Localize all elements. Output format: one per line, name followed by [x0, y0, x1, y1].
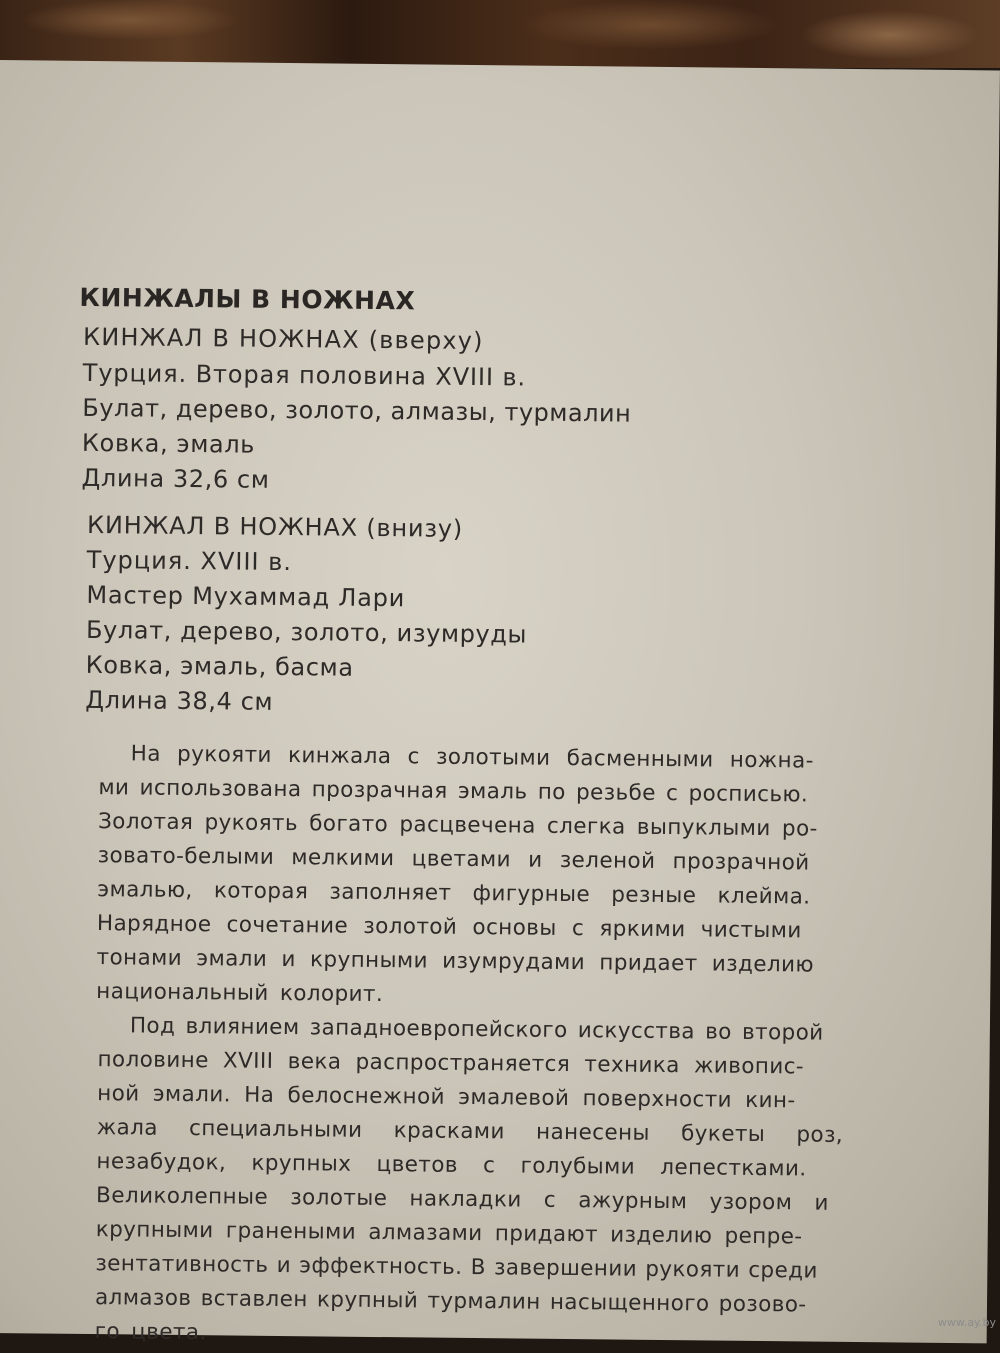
item1-materials: Булат, дерево, золото, алмазы, турмалин — [82, 393, 632, 428]
paragraph2-line: ной эмали. На белоснежной эмалевой поверхности кин- — [97, 1081, 796, 1114]
item1-technique: Ковка, эмаль — [81, 428, 256, 459]
item1-title: КИНЖАЛ В НОЖНАХ (вверху) — [82, 322, 484, 356]
paragraph1-line: национальный колорит. — [96, 979, 384, 1008]
item2-length: Длина 38,4 см — [85, 685, 274, 716]
paragraph2-line: жала специальными красками нанесены букеты роз, — [96, 1115, 844, 1148]
paragraph1-line: Нарядное сочетание золотой основы с яркими чистыми — [96, 911, 802, 944]
item1-length: Длина 32,6 см — [81, 463, 270, 494]
paragraph1-line: эмалью, которая заполняет фигурные резные клейма. — [97, 877, 811, 910]
site-watermark: www.ay.by — [937, 1316, 996, 1329]
paragraph1-line: На рукояти кинжала с золотыми басменными ножна- — [130, 741, 814, 774]
postcard-text-card — [0, 60, 1000, 1346]
paragraph2-line: Великолепные золотые накладки с ажурным узором и — [95, 1183, 830, 1216]
paragraph2-line: незабудок, крупных цветов с голубыми лепестками. — [96, 1149, 807, 1182]
photo-detail — [800, 10, 980, 60]
card-heading: КИНЖАЛЫ В НОЖНАХ — [79, 282, 416, 316]
paragraph1-line: Золотая рукоять богато расцвечена слегка выпуклыми ро- — [97, 809, 818, 842]
paragraph1-line: ми использована прозрачная эмаль по резьбе с росписью. — [98, 775, 809, 808]
item2-materials: Булат, дерево, золото, изумруды — [85, 615, 528, 649]
paragraph2-line: алмазов вставлен крупный турмалин насыщенного розово- — [94, 1285, 807, 1318]
paragraph1-line: тонами эмали и крупными изумрудами придает изделию — [96, 945, 815, 978]
paragraph2-line: зентативность и эффектность. В завершении рукояти среди — [95, 1251, 818, 1284]
item1-origin: Турция. Вторая половина XVIII в. — [82, 358, 527, 392]
photo-detail — [520, 0, 780, 50]
item2-origin: Турция. XVIII в. — [86, 545, 293, 577]
paragraph1-line: зовато-белыми мелкими цветами и зеленой прозрачной — [97, 843, 810, 876]
paragraph2-line: половине XVIII века распространяется техника живопис- — [97, 1047, 805, 1080]
photo-detail — [20, 0, 240, 40]
item2-technique: Ковка, эмаль, басма — [85, 650, 354, 682]
top-photo-strip — [0, 0, 1000, 68]
paragraph2-line: го цвета. — [94, 1319, 207, 1346]
paragraph2-line: крупными гранеными алмазами придают изделию репре- — [95, 1217, 803, 1250]
item2-title: КИНЖАЛ В НОЖНАХ (внизу) — [86, 510, 464, 543]
paragraph2-line: Под влиянием западноевропейского искусства во второй — [129, 1013, 824, 1046]
item2-master: Мастер Мухаммад Лари — [86, 580, 406, 613]
